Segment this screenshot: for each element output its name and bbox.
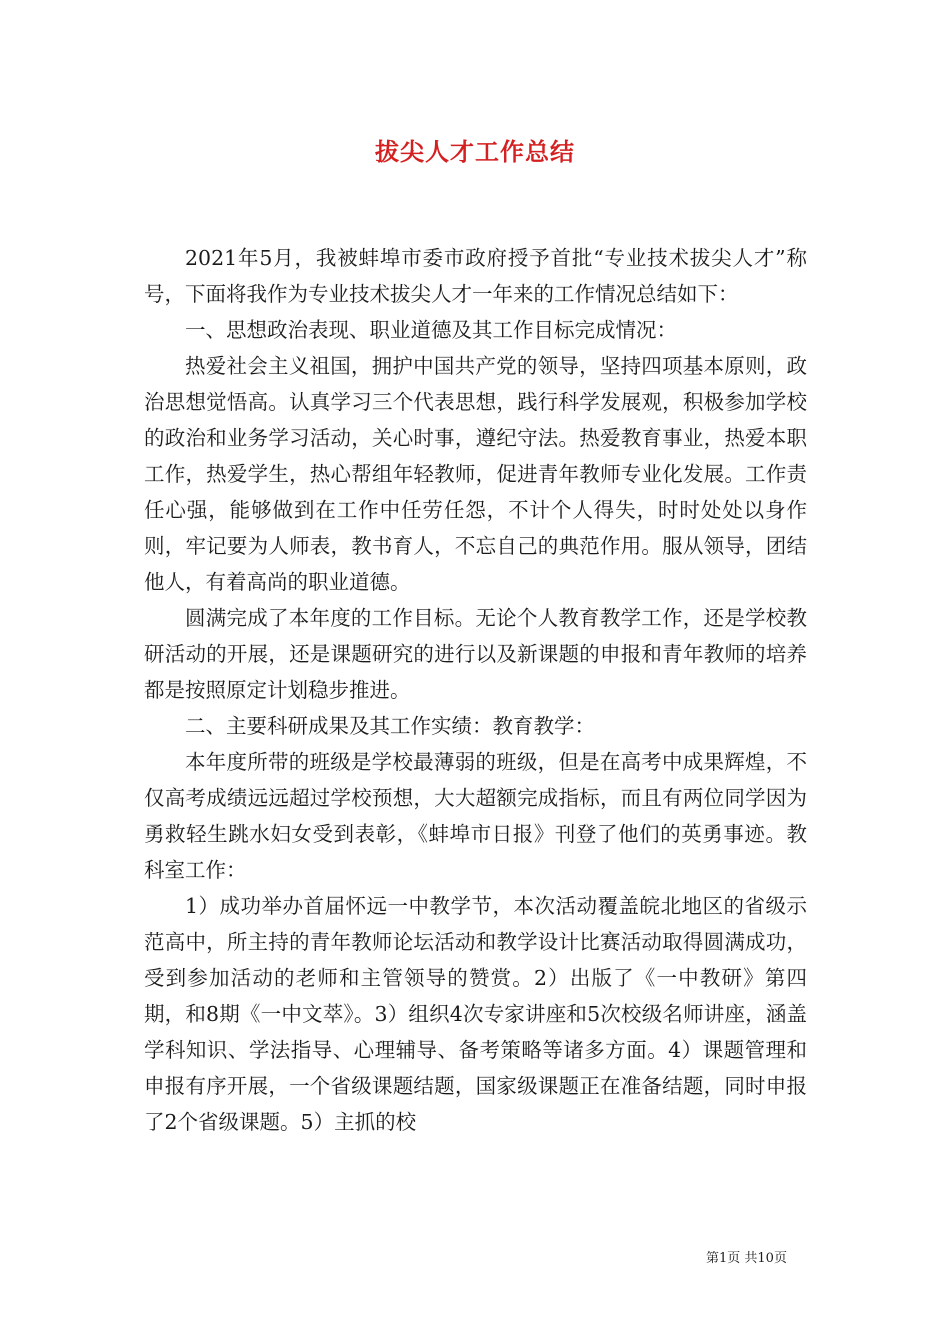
paragraph-teaching: 本年度所带的班级是学校最薄弱的班级，但是在高考中成果辉煌，不仅高考成绩远远超过学校预想，大大超额完成指标，而且有两位同学因为勇救轻生跳水妇女受到表彰，《蚌埠市日报》刊登了他们的英勇事迹。教科室工作： — [144, 750, 807, 882]
paragraph-intro: 2021年5月，我被蚌埠市委市政府授予首批“专业技术拔尖人才”称号，下面将我作为专业技术拔尖人才一年来的工作情况总结如下： — [144, 246, 807, 306]
paragraph-goals: 圆满完成了本年度的工作目标。无论个人教育教学工作，还是学校教研活动的开展，还是课题研究的进行以及新课题的申报和青年教师的培养都是按照原定计划稳步推进。 — [144, 606, 807, 702]
document-title: 拔尖人才工作总结 — [375, 138, 575, 166]
document-body — [144, 240, 807, 1140]
paragraph-research-office: 1）成功举办首届怀远一中教学节，本次活动覆盖皖北地区的省级示范高中，所主持的青年教师论坛活动和教学设计比赛活动取得圆满成功，受到参加活动的老师和主管领导的赞赏。2）出版了《一中教研》第四期，和8期《一中文萃》。3）组织4次专家讲座和5次校级名师讲座，涵盖学科知识、学法指导、心理辅导、备考策略等诸多方面。4）课题管理和申报有序开展，一个省级课题结题，国家级课题正在准备结题，同时申报了2个省级课题。5）主抓的校 — [144, 894, 807, 1134]
paragraph-politics: 热爱社会主义祖国，拥护中国共产党的领导，坚持四项基本原则，政治思想觉悟高。认真学习三个代表思想，践行科学发展观，积极参加学校的政治和业务学习活动，关心时事，遵纪守法。热爱教育事业，热爱本职工作，热爱学生，热心帮组年轻教师，促进青年教师专业化发展。工作责任心强，能够做到在工作中任劳任怨，不计个人得失，时时处处以身作则，牢记要为人师表，教书育人，不忘自己的典范作用。服从领导，团结他人，有着高尚的职业道德。 — [144, 354, 807, 594]
section-heading-2: 二、主要科研成果及其工作实绩：教育教学： — [185, 714, 595, 738]
section-heading-1: 一、思想政治表现、职业道德及其工作目标完成情况： — [185, 318, 677, 342]
page-number: 第1页 共10页 — [706, 1251, 787, 1266]
